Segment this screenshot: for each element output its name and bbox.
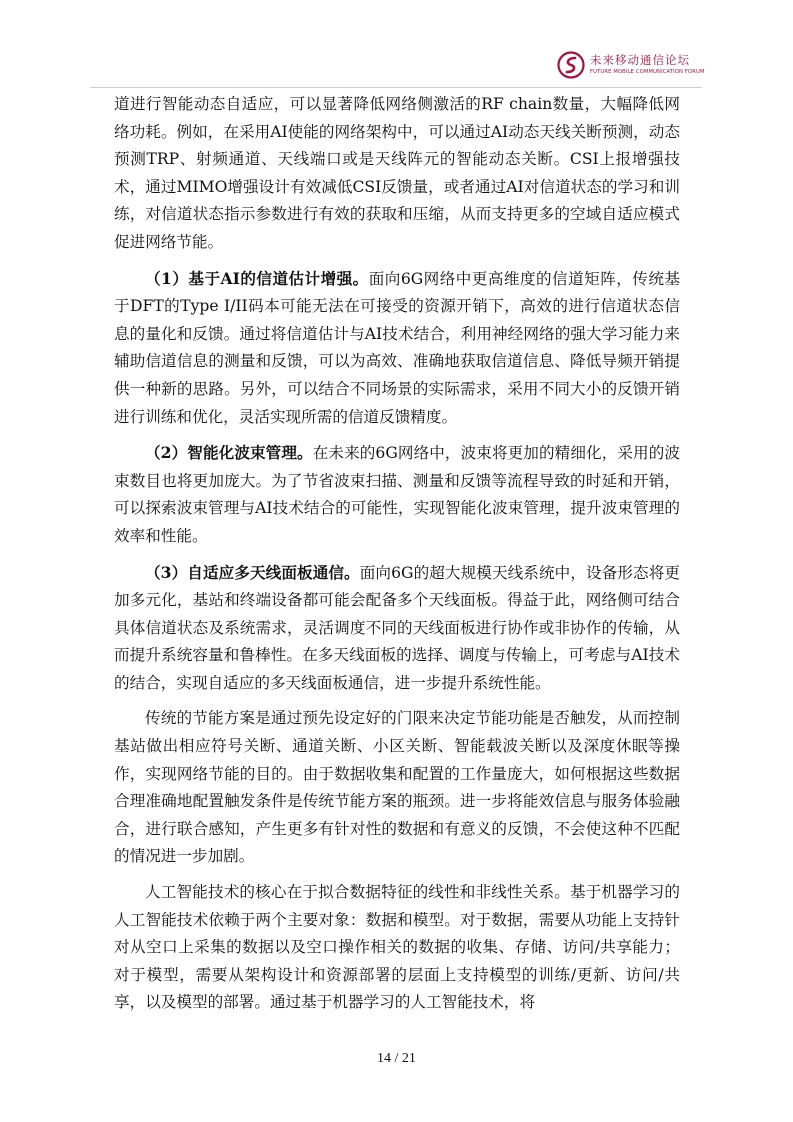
paragraph: [114, 705, 680, 871]
forum-logo-icon: [556, 50, 586, 80]
brand-name-cn: 未来移动通信论坛: [590, 53, 690, 67]
page-header: [556, 48, 716, 82]
paragraph-text: 面向6G的超大规模天线系统中，设备形态将更加多元化，基站和终端设备都可能会配备多个天线面板。得益于此，网络侧可结合具体信道状态及系统需求，灵活调度不同的天线面板进行协作或非协作的传输，从而提升系统容量和鲁棒性。在多天线面板的选择、调度与传输上，可考虑与AI技术的结合，实现自适应的多天线面板通信，进一步提升系统性能。: [114, 563, 680, 692]
header-rule: [90, 87, 702, 88]
paragraph: [114, 879, 680, 1017]
page-number: 14 / 21: [377, 1051, 416, 1066]
paragraph: [114, 265, 680, 432]
paragraph: [114, 439, 680, 550]
paragraph-lead: （3）自适应多天线面板通信。: [145, 562, 360, 582]
brand-name-en: FUTURE MOBILE COMMUNICATION FORUM: [590, 69, 705, 75]
paragraph-text: 传统的节能方案是通过预先设定好的门限来决定节能功能是否触发，从而控制基站做出相应符号关断、通道关断、小区关断、智能载波关断以及深度休眠等操作，实现网络节能的目的。由于数据收集和配置的工作量庞大，如何根据这些数据合理准确地配置触发条件是传统节能方案的瓶颈。进一步将能效信息与服务体验融合，进行联合感知，产生更多有针对性的数据和有意义的反馈，不会使这种不匹配的情况进一步加剧。: [114, 709, 680, 866]
paragraph: [114, 559, 680, 698]
paragraph-text: 面向6G网络中更高维度的信道矩阵，传统基于DFT的Type I/II码本可能无法在可接受的资源开销下，高效的进行信道状态信息的量化和反馈。通过将信道估计与AI技术结合，利用神经网络的强大学习能力来辅助信道信息的测量和反馈，可以为高效、准确地获取信道信息、降低导频开销提供一种新的思路。另外，可以结合不同场景的实际需求，采用不同大小的反馈开销进行训练和优化，灵活实现所需的信道反馈精度。: [114, 269, 680, 426]
paragraph-text: 人工智能技术的核心在于拟合数据特征的线性和非线性关系。基于机器学习的人工智能技术依赖于两个主要对象：数据和模型。对于数据，需要从功能上支持针对从空口上采集的数据以及空口操作相关的数据的收集、存储、访问/共享能力；对于模型，需要从架构设计和资源部署的层面上支持模型的训练/更新、访问/共享，以及模型的部署。通过基于机器学习的人工智能技术，将: [114, 883, 680, 1012]
paragraph-lead: （1）基于AI的信道估计增强。: [145, 268, 369, 288]
paragraph-text: 道进行智能动态自适应，可以显著降低网络侧激活的RF chain数量，大幅降低网络功耗。例如，在采用AI使能的网络架构中，可以通过AI动态天线关断预测，动态预测TRP、射频通道、天线端口或是天线阵元的智能动态关断。CSI上报增强技术，通过MIMO增强设计有效减低CSI反馈量，或者通过AI对信道状态的学习和训练，对信道状态指示参数进行有效的获取和压缩，从而支持更多的空域自适应模式促进网络节能。: [114, 95, 680, 251]
paragraph-lead: （2）智能化波束管理。: [145, 443, 313, 463]
body-text: [114, 91, 680, 1017]
paragraph-text: 在未来的6G网络中，波束将更加的精细化，采用的波束数目也将更加庞大。为了节省波束扫描、测量和反馈等流程导致的时延和开销，可以探索波束管理与AI技术结合的可能性，实现智能化波束管理，提升波束管理的效率和性能。: [114, 444, 680, 545]
paragraph: [114, 91, 680, 257]
